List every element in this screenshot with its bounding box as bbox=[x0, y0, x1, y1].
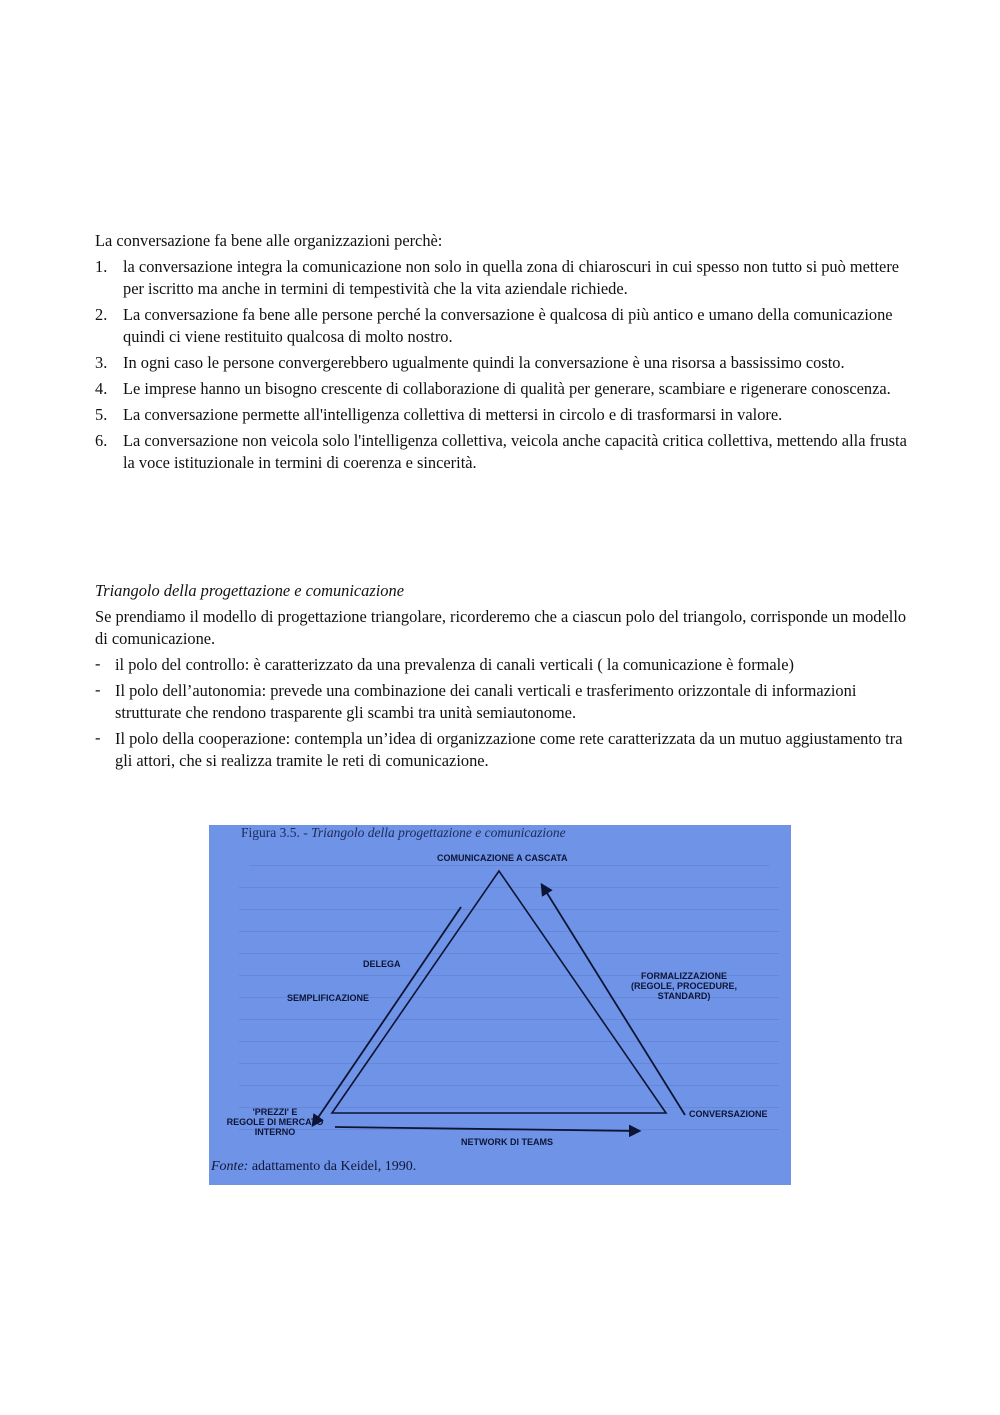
triangle-figure bbox=[209, 825, 791, 1185]
list-item: 1. la conversazione integra la comunicazione non solo in quella zona di chiaroscuri in cui spesso non tutto si può mettere per iscritto ma anche in termini di tempestività che la vita aziendale richiede. bbox=[95, 257, 900, 298]
list-item: 3. In ogni caso le persone convergerebbero ugualmente quindi la conversazione è una risorsa a bassissimo costo. bbox=[95, 353, 845, 372]
label-network-di-teams: NETWORK DI TEAMS bbox=[461, 1137, 553, 1147]
intro-section bbox=[95, 230, 910, 478]
label-prezzi: 'PREZZI' E REGOLE DI MERCATO INTERNO bbox=[226, 1107, 324, 1137]
label-delega: DELEGA bbox=[363, 959, 401, 969]
label-formalizzazione: FORMALIZZAZIONE (REGOLE, PROCEDURE, STANDARD) bbox=[630, 971, 737, 1001]
list-item: 6. La conversazione non veicola solo l'intelligenza collettiva, veicola anche capacità critica collettiva, mettendo alla frusta la voce istituzionale in termini di coerenza e sincerità. bbox=[95, 431, 907, 472]
triangle-section bbox=[95, 580, 910, 776]
poles-list bbox=[95, 654, 910, 772]
intro-lead: La conversazione fa bene alle organizzazioni perchè: bbox=[95, 231, 443, 250]
section-title: Triangolo della progettazione e comunicazione bbox=[95, 581, 404, 600]
triangle-shape bbox=[332, 871, 666, 1113]
label-conversazione: CONVERSAZIONE bbox=[689, 1109, 768, 1119]
list-item: - Il polo della cooperazione: contempla un’idea di organizzazione come rete caratterizzata da un mutuo aggiustamento tra gli attori, che si realizza tramite le reti di comunicazione. bbox=[95, 728, 903, 770]
list-item: 2. La conversazione fa bene alle persone perché la conversazione è qualcosa di più antico e umano della comunicazione quindi ci viene restituito qualcosa di molto nostro. bbox=[95, 305, 893, 346]
list-item: 4. Le imprese hanno un bisogno crescente di collaborazione di qualità per generare, scambiare e rigenerare conoscenza. bbox=[95, 379, 891, 398]
arrow-left bbox=[313, 907, 461, 1125]
arrow-bottom bbox=[335, 1127, 639, 1131]
label-semplificazione: SEMPLIFICAZIONE bbox=[287, 993, 370, 1003]
figure-source: Fonte: adattamento da Keidel, 1990. bbox=[211, 1159, 417, 1174]
label-comunicazione-a-cascata: COMUNICAZIONE A CASCATA bbox=[437, 853, 568, 863]
list-item: 5. La conversazione permette all'intelligenza collettiva di mettersi in circolo e di trasformarsi in valore. bbox=[95, 405, 783, 424]
figure-caption: Figura 3.5. - Triangolo della progettazione e comunicazione bbox=[241, 825, 566, 840]
list-item: - il polo del controllo: è caratterizzato da una prevalenza di canali verticali ( la comunicazione è formale) bbox=[95, 654, 794, 674]
benefits-list bbox=[95, 256, 910, 474]
section-paragraph: Se prendiamo il modello di progettazione triangolare, ricorderemo che a ciascun polo del triangolo, corrisponde un modello di comunicazione. bbox=[95, 607, 907, 648]
list-item: - Il polo dell’autonomia: prevede una combinazione dei canali verticali e trasferimento orizzontale di informazioni strutturate che rendono trasparente gli scambi tra unità semiautonome. bbox=[95, 680, 857, 722]
